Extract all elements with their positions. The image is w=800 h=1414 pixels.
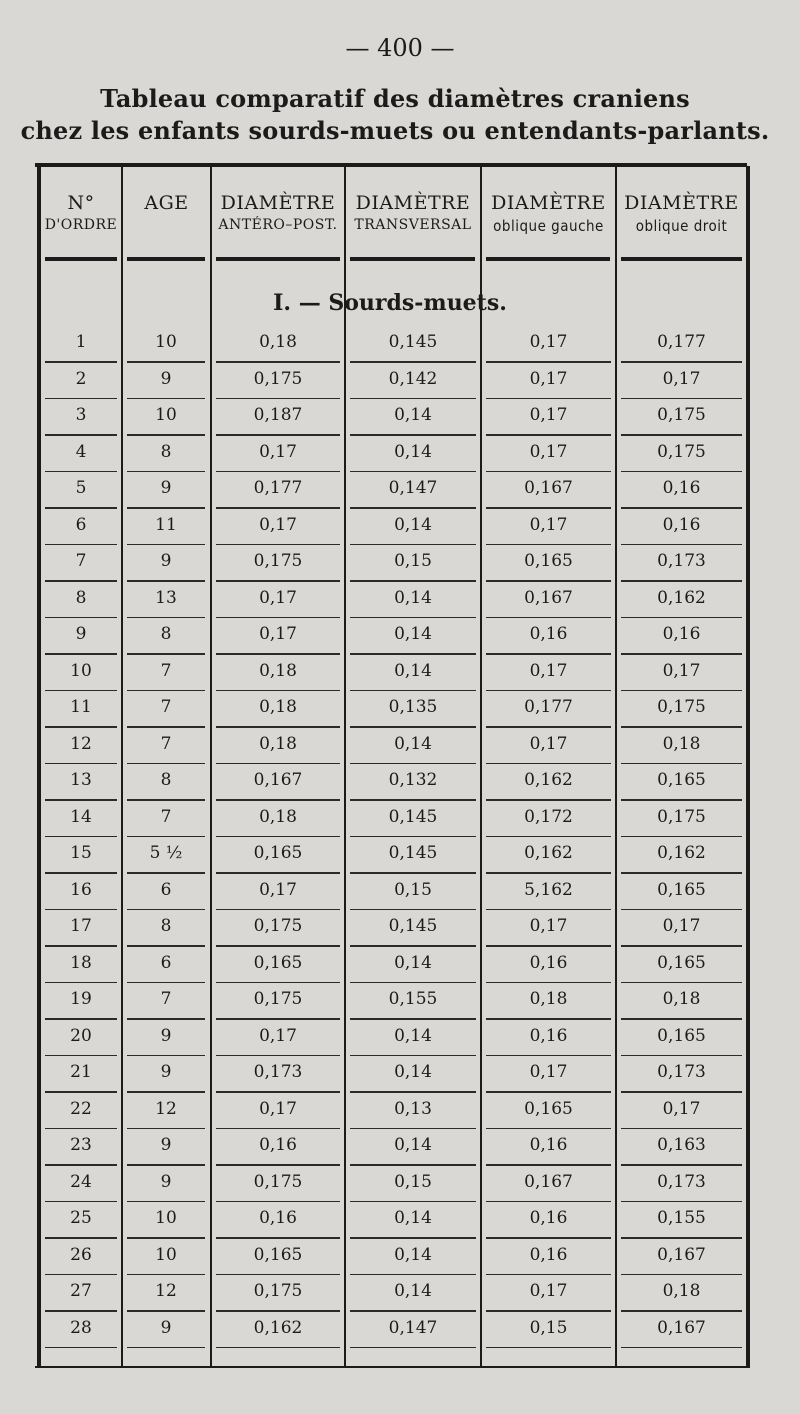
table-row: [0, 1166, 800, 1203]
header-age: [123, 170, 210, 266]
cell-antero-posterieur: 0,17: [259, 1098, 297, 1119]
header-tr-sub: TRANSVERSAL: [354, 217, 472, 233]
table-row: [0, 764, 800, 801]
table-row: [0, 545, 800, 582]
cell-numero: 27: [70, 1281, 92, 1301]
table-top-rule: [35, 163, 747, 167]
cell-antero-posterieur: 0,175: [253, 1281, 303, 1301]
table-row: [0, 655, 800, 692]
cell-antero-posterieur: 0,16: [259, 1208, 297, 1228]
cell-antero-posterieur: 0,165: [253, 843, 303, 863]
header-od-label: DIAMÈTRE: [624, 192, 739, 214]
cell-oblique-gauche: 0,17: [529, 441, 568, 462]
cell-numero: 18: [70, 952, 92, 973]
cell-numero: 6: [75, 514, 87, 535]
cell-oblique-droit: 0,163: [657, 1135, 706, 1155]
cell-numero: 10: [70, 660, 92, 681]
cell-transversal: 0,145: [388, 332, 438, 352]
table-row: [0, 509, 800, 546]
cell-oblique-droit: 0,162: [657, 587, 706, 608]
cell-transversal: 0,14: [394, 1244, 432, 1265]
table-row: [0, 874, 800, 911]
cell-oblique-droit: 0,16: [662, 514, 701, 535]
cell-age: 12: [155, 1281, 177, 1301]
cell-oblique-droit: 0,17: [662, 660, 701, 681]
cell-age: 6: [160, 879, 172, 900]
header-oblique-gauche: [482, 170, 615, 266]
cell-oblique-gauche: 0,17: [529, 368, 568, 389]
cell-oblique-droit: 0,175: [657, 405, 706, 425]
table-row: [0, 363, 800, 400]
cell-transversal: 0,13: [394, 1098, 432, 1119]
table-row: [0, 910, 800, 947]
cell-numero: 23: [70, 1135, 92, 1155]
cell-transversal: 0,14: [394, 733, 432, 754]
cell-transversal: 0,14: [394, 660, 432, 681]
cell-age: 8: [160, 770, 172, 790]
cell-transversal: 0,14: [394, 405, 432, 425]
cell-numero: 15: [70, 843, 92, 863]
cell-age: 9: [160, 1171, 172, 1192]
cell-rule: [350, 1347, 476, 1349]
cell-transversal: 0,14: [394, 1135, 432, 1155]
cell-age: 9: [160, 478, 172, 498]
cell-age: 11: [155, 514, 177, 535]
cell-oblique-droit: 0,18: [662, 733, 701, 754]
cell-antero-posterieur: 0,165: [253, 1244, 303, 1265]
table-row: [0, 801, 800, 838]
header-ap-sub: ANTÉRO–POST.: [218, 217, 338, 233]
cell-oblique-gauche: 0,16: [529, 1025, 568, 1046]
table-title-line-1: Tableau comparatif des diamètres craniens: [100, 84, 690, 113]
cell-numero: 24: [70, 1171, 92, 1192]
cell-numero: 19: [70, 989, 92, 1009]
table-row: [0, 1093, 800, 1130]
cell-transversal: 0,155: [388, 989, 438, 1009]
table-row: [0, 582, 800, 619]
cell-transversal: 0,14: [394, 1208, 432, 1228]
header-transversal: [346, 170, 480, 266]
cell-antero-posterieur: 0,187: [253, 405, 303, 425]
cell-antero-posterieur: 0,18: [259, 660, 297, 681]
cell-transversal: 0,15: [394, 551, 432, 571]
cell-age: 8: [160, 916, 172, 936]
cell-oblique-gauche: 0,165: [524, 1098, 573, 1119]
cell-numero: 11: [70, 697, 92, 717]
cell-numero: 22: [70, 1098, 92, 1119]
cell-antero-posterieur: 0,175: [253, 551, 303, 571]
header-underline: [216, 257, 340, 261]
cell-oblique-gauche: 5,162: [524, 879, 573, 900]
cell-oblique-gauche: 0,16: [529, 1208, 568, 1228]
cell-age: 7: [160, 806, 172, 827]
cell-age: 13: [155, 587, 177, 608]
table-row: [0, 1056, 800, 1093]
table-row: [0, 947, 800, 984]
cell-oblique-droit: 0,165: [657, 1025, 706, 1046]
cell-oblique-droit: 0,165: [657, 770, 706, 790]
cell-oblique-gauche: 0,167: [524, 587, 573, 608]
cell-antero-posterieur: 0,175: [253, 368, 303, 389]
section-title: I. — Sourds-muets.: [273, 290, 507, 316]
cell-oblique-gauche: 0,172: [524, 806, 573, 827]
cell-antero-posterieur: 0,16: [259, 1135, 297, 1155]
cell-age: 9: [160, 1062, 172, 1082]
cell-numero: 2: [75, 368, 87, 389]
cell-age: 9: [160, 1025, 172, 1046]
table-row: [0, 436, 800, 473]
table-row: [0, 691, 800, 728]
cell-transversal: 0,142: [388, 368, 438, 389]
cell-numero: 13: [70, 770, 92, 790]
table-row: [0, 1239, 800, 1276]
table-row: [0, 1275, 800, 1312]
cell-numero: 16: [70, 879, 92, 900]
cell-oblique-gauche: 0,17: [529, 405, 568, 425]
cell-oblique-gauche: 0,18: [529, 989, 568, 1009]
cell-age: 10: [155, 1208, 177, 1228]
table-row: [0, 1129, 800, 1166]
cell-numero: 9: [75, 624, 87, 644]
cell-oblique-gauche: 0,16: [529, 624, 568, 644]
cell-antero-posterieur: 0,18: [259, 697, 297, 717]
cell-rule: [216, 1347, 340, 1349]
cell-transversal: 0,135: [388, 697, 438, 717]
cell-numero: 5: [75, 478, 87, 498]
cell-oblique-droit: 0,16: [662, 624, 701, 644]
header-og-label: DIAMÈTRE: [491, 192, 606, 214]
cell-oblique-droit: 0,175: [657, 806, 706, 827]
cell-antero-posterieur: 0,162: [253, 1317, 303, 1338]
cell-oblique-droit: 0,155: [657, 1208, 706, 1228]
table-bottom-rule: [35, 1366, 747, 1368]
cell-age: 7: [160, 697, 172, 717]
table-row: [0, 618, 800, 655]
cell-transversal: 0,145: [388, 806, 438, 827]
cell-antero-posterieur: 0,167: [253, 770, 303, 790]
table-row: [0, 1312, 800, 1349]
cell-oblique-gauche: 0,16: [529, 952, 568, 973]
header-ordre-label: D'ORDRE: [44, 217, 118, 233]
cell-antero-posterieur: 0,18: [259, 806, 297, 827]
cell-transversal: 0,132: [388, 770, 438, 790]
cell-antero-posterieur: 0,175: [253, 916, 303, 936]
header-underline: [45, 257, 117, 261]
cell-oblique-gauche: 0,162: [524, 843, 573, 863]
cell-antero-posterieur: 0,175: [253, 989, 303, 1009]
cell-oblique-gauche: 0,167: [524, 1171, 573, 1192]
table-row: [0, 1020, 800, 1057]
cell-oblique-gauche: 0,16: [529, 1244, 568, 1265]
cell-oblique-droit: 0,18: [662, 1281, 701, 1301]
cell-transversal: 0,14: [394, 514, 432, 535]
cell-oblique-gauche: 0,17: [529, 1281, 568, 1301]
table-row: [0, 472, 800, 509]
cell-antero-posterieur: 0,165: [253, 952, 303, 973]
cell-age: 6: [160, 952, 172, 973]
cell-transversal: 0,14: [394, 624, 432, 644]
cell-antero-posterieur: 0,17: [259, 587, 297, 608]
cell-antero-posterieur: 0,17: [259, 514, 297, 535]
cell-numero: 21: [70, 1062, 92, 1082]
cell-oblique-droit: 0,173: [657, 1171, 706, 1192]
cell-oblique-gauche: 0,17: [529, 1062, 568, 1082]
cell-antero-posterieur: 0,17: [259, 879, 297, 900]
cell-transversal: 0,14: [394, 1025, 432, 1046]
cell-numero: 12: [70, 733, 92, 754]
header-underline: [486, 257, 610, 261]
cell-age: 7: [160, 660, 172, 681]
cell-oblique-droit: 0,165: [657, 879, 706, 900]
cell-rule: [45, 1347, 117, 1349]
cell-numero: 25: [70, 1208, 92, 1228]
cell-antero-posterieur: 0,17: [259, 1025, 297, 1046]
header-od-sub: oblique droit: [635, 217, 728, 235]
cell-age: 9: [160, 551, 172, 571]
cell-age: 10: [155, 405, 177, 425]
table-title-line-2: chez les enfants sourds-muets ou entendants-parlants.: [20, 116, 770, 145]
cell-oblique-droit: 0,175: [657, 441, 706, 462]
cell-numero: 20: [70, 1025, 92, 1046]
cell-oblique-gauche: 0,17: [529, 916, 568, 936]
header-underline: [350, 257, 475, 261]
cell-oblique-droit: 0,173: [657, 1062, 706, 1082]
cell-antero-posterieur: 0,175: [253, 1171, 303, 1192]
cell-age: 9: [160, 1317, 172, 1338]
cell-transversal: 0,145: [388, 916, 438, 936]
cell-transversal: 0,14: [394, 441, 432, 462]
header-age-label: AGE: [144, 192, 189, 214]
cell-rule: [621, 1347, 742, 1349]
table-row: [0, 399, 800, 436]
cell-oblique-droit: 0,17: [662, 368, 701, 389]
cell-oblique-droit: 0,167: [657, 1317, 706, 1338]
cell-oblique-gauche: 0,15: [529, 1317, 568, 1338]
cell-oblique-gauche: 0,165: [524, 551, 573, 571]
cell-antero-posterieur: 0,18: [259, 332, 297, 352]
cell-oblique-droit: 0,18: [662, 989, 701, 1009]
cell-rule: [127, 1347, 205, 1349]
cell-transversal: 0,14: [394, 1062, 432, 1082]
cell-transversal: 0,145: [388, 843, 438, 863]
cell-age: 8: [160, 441, 172, 462]
header-og-sub: oblique gauche: [493, 217, 604, 235]
cell-age: 9: [160, 368, 172, 389]
cell-oblique-gauche: 0,167: [524, 478, 573, 498]
cell-oblique-gauche: 0,17: [529, 332, 568, 352]
cell-antero-posterieur: 0,177: [253, 478, 303, 498]
cell-oblique-droit: 0,175: [657, 697, 706, 717]
cell-rule: [486, 1347, 611, 1349]
table-row: [0, 837, 800, 874]
cell-age: 5 ½: [149, 843, 183, 863]
header-ap-label: DIAMÈTRE: [220, 192, 336, 214]
cell-antero-posterieur: 0,18: [259, 733, 297, 754]
cell-oblique-gauche: 0,162: [524, 770, 573, 790]
cell-oblique-droit: 0,17: [662, 1098, 701, 1119]
cell-antero-posterieur: 0,17: [259, 441, 297, 462]
header-numero-ordre: [41, 170, 121, 266]
cell-oblique-gauche: 0,16: [529, 1135, 568, 1155]
cell-numero: 26: [70, 1244, 92, 1265]
cell-transversal: 0,15: [394, 1171, 432, 1192]
cell-numero: 3: [75, 405, 87, 425]
cell-oblique-droit: 0,16: [662, 478, 701, 498]
cell-oblique-gauche: 0,17: [529, 733, 568, 754]
cell-oblique-gauche: 0,177: [524, 697, 573, 717]
cell-transversal: 0,15: [394, 879, 432, 900]
cell-numero: 17: [70, 916, 92, 936]
cell-transversal: 0,14: [394, 587, 432, 608]
cell-oblique-droit: 0,167: [657, 1244, 706, 1265]
cell-oblique-droit: 0,162: [657, 843, 706, 863]
cell-age: 8: [160, 624, 172, 644]
cell-oblique-droit: 0,173: [657, 551, 706, 571]
cell-age: 12: [155, 1098, 177, 1119]
cell-age: 10: [155, 1244, 177, 1265]
cell-age: 7: [160, 989, 172, 1009]
cell-oblique-droit: 0,177: [657, 332, 706, 352]
cell-oblique-droit: 0,17: [662, 916, 701, 936]
cell-numero: 1: [75, 332, 87, 352]
cell-antero-posterieur: 0,17: [259, 624, 297, 644]
header-tr-label: DIAMÈTRE: [355, 192, 471, 214]
cell-oblique-gauche: 0,17: [529, 514, 568, 535]
cell-numero: 8: [75, 587, 87, 608]
table-row: [0, 983, 800, 1020]
table-row: [0, 728, 800, 765]
cell-numero: 4: [75, 441, 87, 462]
cell-transversal: 0,147: [388, 1317, 438, 1338]
header-oblique-droit: [617, 170, 746, 266]
cell-oblique-gauche: 0,17: [529, 660, 568, 681]
cell-oblique-droit: 0,165: [657, 952, 706, 973]
header-numero-label: N°: [67, 192, 95, 214]
cell-transversal: 0,14: [394, 1281, 432, 1301]
cell-numero: 28: [70, 1317, 92, 1338]
cell-age: 9: [160, 1135, 172, 1155]
cell-age: 10: [155, 332, 177, 352]
header-antero-posterieur: [212, 170, 344, 266]
header-underline: [621, 257, 742, 261]
cell-transversal: 0,147: [388, 478, 438, 498]
cell-antero-posterieur: 0,173: [253, 1062, 303, 1082]
page-number: — 400 —: [345, 34, 455, 62]
header-underline: [127, 257, 205, 261]
cell-transversal: 0,14: [394, 952, 432, 973]
cell-age: 7: [160, 733, 172, 754]
table-row: [0, 1202, 800, 1239]
cell-numero: 14: [70, 806, 92, 827]
cell-numero: 7: [75, 551, 87, 571]
table-row: [0, 326, 800, 363]
